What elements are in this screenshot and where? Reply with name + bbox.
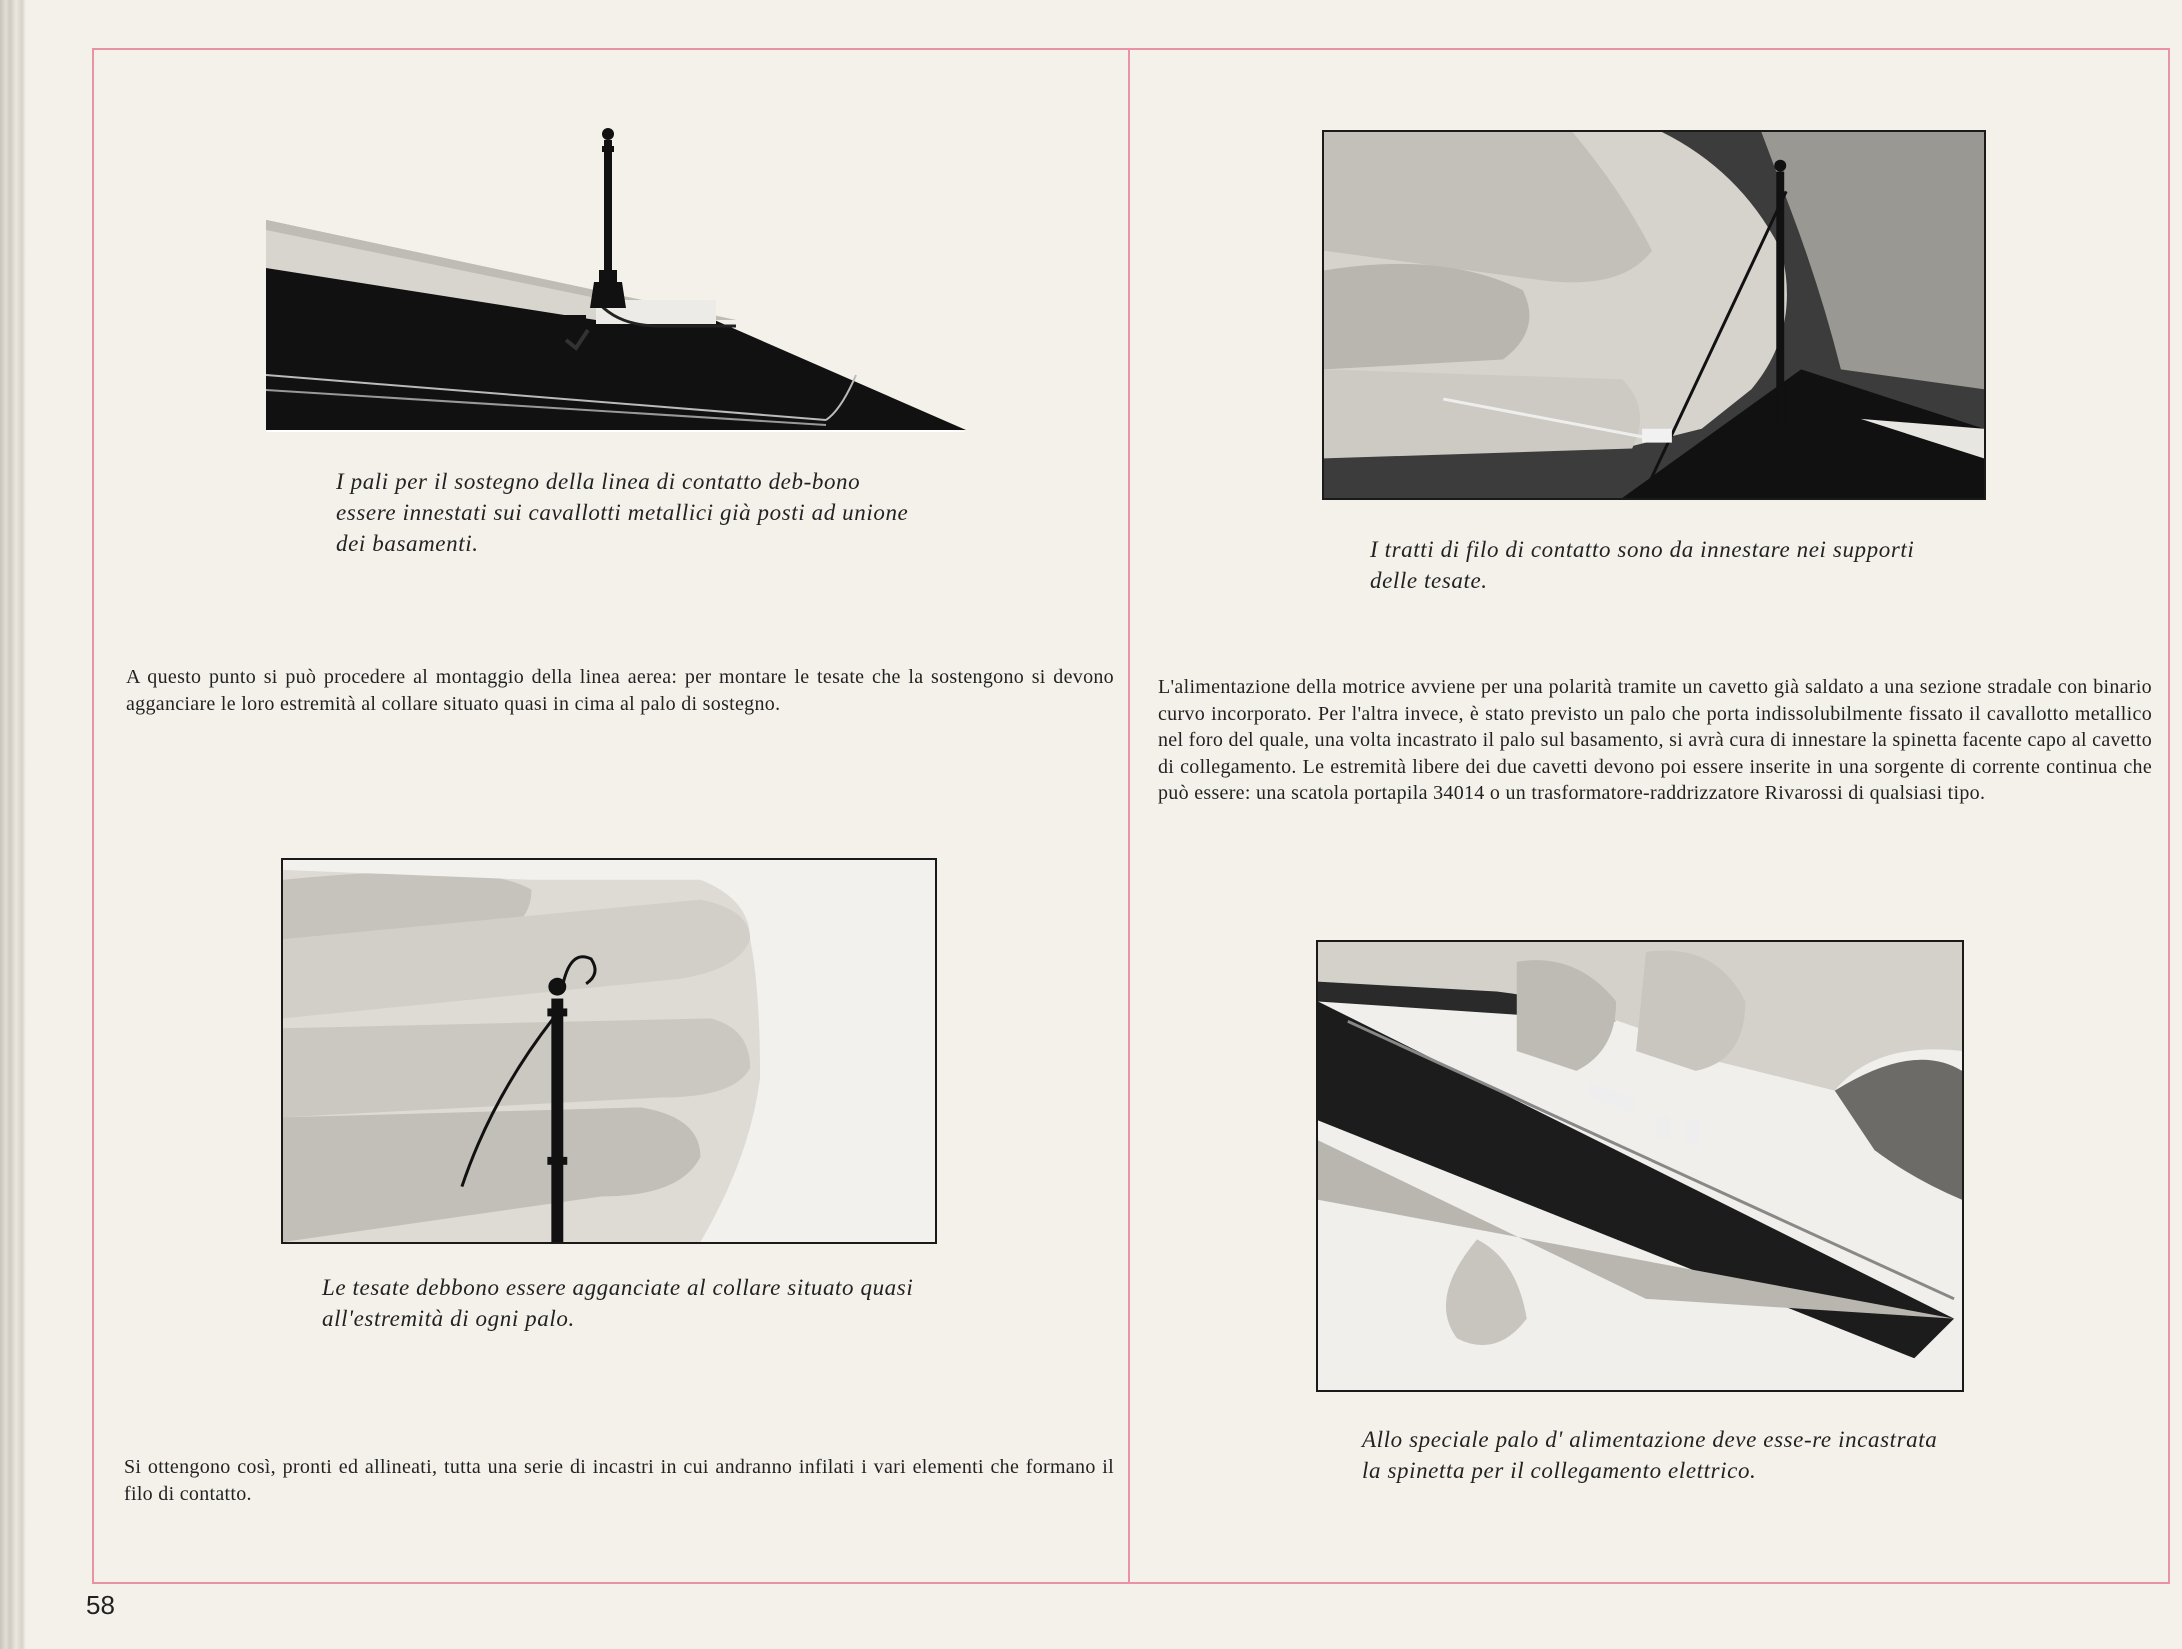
- paragraph-power-supply: L'alimentazione della motrice avviene per una polarità tramite un cavetto già saldato a una sezione stradale con binario curvo incorporato. Per l'altra invece, è stato previsto un palo che porta indissolubilmente fissato il cavallotto metallico nel foro del quale, una volta incastrato il palo sul basamento, si avrà cura di innestare la spinetta facente capo al cavetto di collegamento. Le estremità libere dei due cavetti devono poi essere inserite in una sorgente di corrente continua che può essere: una scatola portapila 34014 o un trasformatore-raddrizzatore Rivarossi di qualsiasi tipo.: [1158, 676, 2152, 804]
- page-number: 58: [86, 1590, 115, 1620]
- paragraph-contact-wire: Si ottengono così, pronti ed allineati, tutta una serie di incastri in cui andranno infilati i vari elementi che formano il filo di contatto.: [124, 1456, 1114, 1505]
- photo-contact-wire-insert: [1322, 130, 1986, 500]
- paragraph-overhead-line: A questo punto si può procedere al montaggio della linea aerea: per montare le tesate che la sostengono si devono agganciare le loro estremità al collare situato quasi in cima al palo di sostegno.: [126, 666, 1114, 715]
- photo-pole-on-base: [266, 120, 966, 432]
- book-binding: [0, 0, 26, 1649]
- photo-hook-on-collar: [281, 858, 937, 1244]
- column-divider: [1128, 48, 1130, 1584]
- caption-poles-on-base: I pali per il sostegno della linea di contatto deb-bono essere innestati sui cavallotti metallici già posti ad unione dei basamenti.: [336, 469, 909, 556]
- caption-feed-pole-pin: Allo speciale palo d' alimentazione deve esse-re incastrata la spinetta per il collegamento elettrico.: [1362, 1427, 1938, 1483]
- caption-contact-wire-insert: I tratti di filo di contatto sono da innestare nei supporti delle tesate.: [1370, 537, 1915, 593]
- caption-hooks-on-collar: Le tesate debbono essere agganciate al collare situato quasi all'estremità di ogni palo.: [322, 1275, 914, 1331]
- photo-feed-pole-pin: [1316, 940, 1964, 1392]
